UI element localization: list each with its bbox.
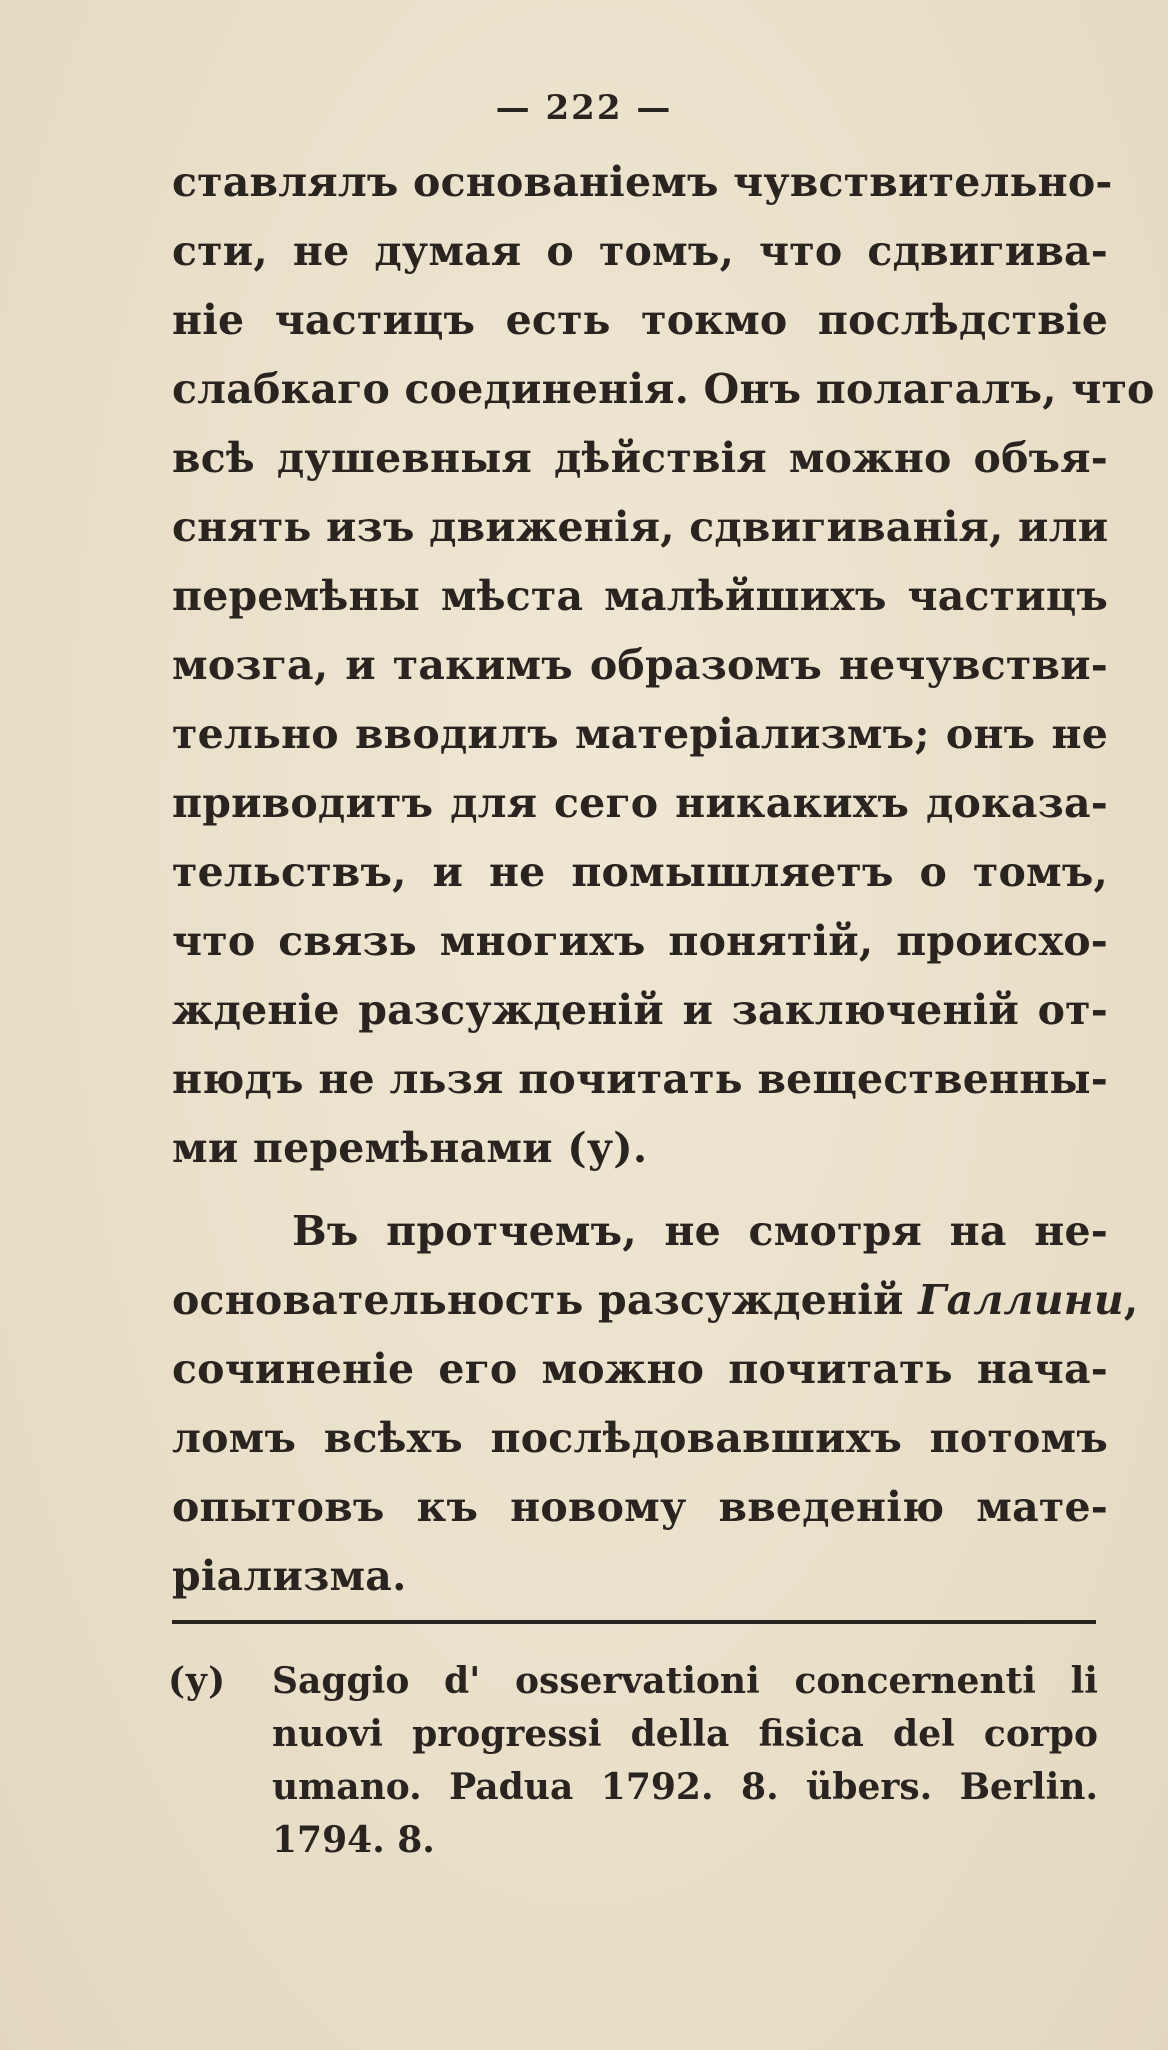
text-line: Въ протчемъ, не смотря на не- (292, 1207, 1108, 1255)
paragraph-gap (172, 1183, 1108, 1197)
text-line: мозга, и такимъ образомъ нечувстви- (172, 641, 1108, 689)
text-line: нюдъ не льзя почитать вещественны- (172, 1055, 1108, 1103)
footnote-text (272, 1655, 1098, 1867)
text-line: приводитъ для сего никакихъ доказа- (172, 779, 1108, 827)
text-line: снять изъ движенія, сдвигиванія, или (172, 503, 1109, 551)
footnote-line: 1794. 8. (272, 1819, 435, 1861)
text-line: перемѣны мѣста малѣйшихъ частицъ (172, 572, 1108, 620)
footnote-line: umano. Padua 1792. 8. übers. Berlin. (272, 1766, 1098, 1808)
paragraph-2 (172, 1197, 1139, 1611)
text-line: основательность разсужденій Галлини, (172, 1276, 1139, 1324)
text-line: ніе частицъ есть токмо послѣдствіе (172, 296, 1108, 344)
footnote-rule (172, 1620, 1096, 1624)
text-line: жденіе разсужденій и заключеній от- (172, 986, 1108, 1034)
text-line: тельствъ, и не помышляетъ о томъ, (172, 848, 1108, 896)
text-line: сочиненіе его можно почитать нача- (172, 1345, 1108, 1393)
text-line: сти, не думая о томъ, что сдвигива- (172, 227, 1108, 275)
paragraph-1 (172, 148, 1155, 1183)
text-line: тельно вводилъ матеріализмъ; онъ не (172, 710, 1108, 758)
footnote-line: nuovi progressi della fisica del corpo (272, 1713, 1098, 1755)
text-line: ломъ всѣхъ послѣдовавшихъ потомъ (172, 1414, 1108, 1462)
text-line: слабкаго соединенія. Онъ полагалъ, что (172, 365, 1155, 413)
footnote-marker: (у) (168, 1660, 226, 1702)
text-line: что связь многихъ понятій, происхо- (172, 917, 1108, 965)
text-line: ми перемѣнами (у). (172, 1124, 648, 1172)
footnote (168, 1655, 1098, 1867)
footnote-line: Saggio d' osservationi concernenti li (272, 1660, 1098, 1702)
body-text (172, 148, 1155, 1611)
text-line: ріализма. (172, 1552, 407, 1600)
text-line: ставлялъ основаніемъ чувствительно- (172, 158, 1113, 206)
page-number: — 222 — (495, 88, 673, 128)
text-line: опытовъ къ новому введенію мате- (172, 1483, 1108, 1531)
text-line: всѣ душевныя дѣйствія можно объя- (172, 434, 1108, 482)
